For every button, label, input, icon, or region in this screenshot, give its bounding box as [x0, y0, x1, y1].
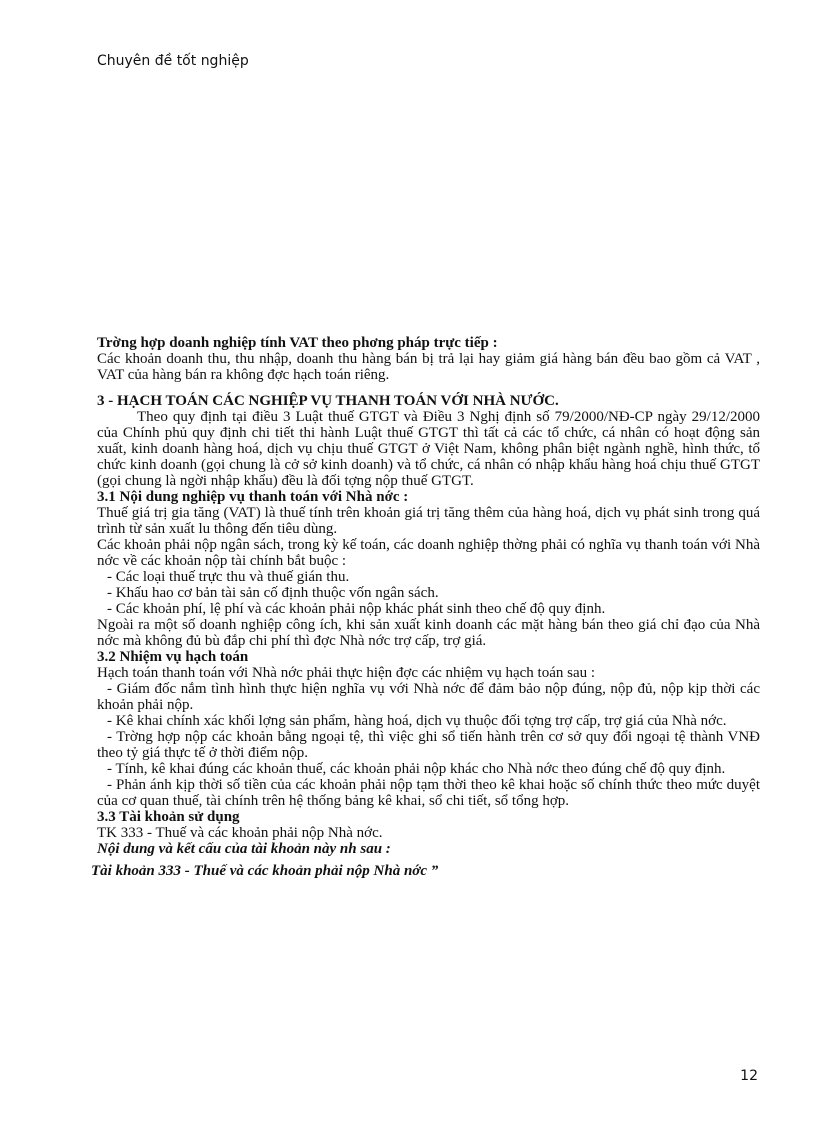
list-item: - Trờng hợp nộp các khoản bằng ngoại tệ, thì việc ghi sổ tiến hành trên cơ sở quy đổi ngoại tệ thành VNĐ theo tỷ giá thực tế ở thời điểm nộp. [97, 729, 760, 761]
list-item: - Khấu hao cơ bản tài sản cố định thuộc vốn ngân sách. [107, 585, 439, 601]
section-3-1-paragraph: Các khoản phải nộp ngân sách, trong kỳ kế toán, các doanh nghiệp thờng phải có nghĩa vụ thanh toán với Nhà nớc về các khoản nộp tài chính bắt buộc : [97, 537, 760, 569]
account-title: Tài khoản 333 - Thuế và các khoản phải nộp Nhà nớc ” [91, 863, 439, 879]
section-3-2-intro: Hạch toán thanh toán với Nhà nớc phải thực hiện đợc các nhiệm vụ hạch toán sau : [97, 665, 596, 681]
page-number: 12 [740, 1068, 758, 1084]
list-item: - Các khoản phí, lệ phí và các khoản phải nộp khác phát sinh theo chế độ quy định. [107, 601, 606, 617]
section-3-1-title: 3.1 Nội dung nghiệp vụ thanh toán với Nhà nớc : [97, 489, 409, 505]
structure-heading: Nội dung và kết cấu của tài khoản này nh sau : [97, 841, 391, 857]
direct-method-text: Các khoản doanh thu, thu nhập, doanh thu hàng bán bị trả lại hay giảm giá hàng bán đều bao gồm cả VAT , VAT của hàng bán ra không đợc hạch toán riêng. [97, 351, 760, 383]
list-item: - Tính, kê khai đúng các khoản thuế, các khoản phải nộp khác cho Nhà nớc theo đúng chế độ quy định. [107, 761, 726, 777]
direct-method-heading: Trờng hợp doanh nghiệp tính VAT theo phơng pháp trực tiếp : [97, 335, 498, 351]
section-3-1-paragraph: Thuế giá trị gia tăng (VAT) là thuế tính trên khoản giá trị tăng thêm của hàng hoá, dịch vụ phát sinh trong quá trình từ sản xuất lu thông đến tiêu dùng. [97, 505, 760, 537]
account-line: TK 333 - Thuế và các khoản phải nộp Nhà nớc. [97, 825, 383, 841]
section-3-intro: Theo quy định tại điều 3 Luật thuế GTGT và Điều 3 Nghị định số 79/2000/NĐ-CP ngày 29/12/2000 của Chính phủ quy định chi tiết thi hành Luật thuế GTGT thì tất cả các tổ chức, cá nhân có hoạt động sản xuất, kinh doanh hàng hoá, dịch vụ chịu thuế GTGT ở Việt Nam, không phân biệt ngành nghề, hình thức, tổ chức kinh doanh (gọi chung là cở sở kinh doanh) và tổ chức, cá nhân có nhập khẩu hàng hoá chịu thuế GTGT (gọi chung là ngời nhập khẩu) đều là đối tợng nộp thuế GTGT. [97, 409, 760, 489]
list-item: - Kê khai chính xác khối lợng sản phẩm, hàng hoá, dịch vụ thuộc đối tợng trợ cấp, trợ giá của Nhà nớc. [107, 713, 727, 729]
section-3-3-title: 3.3 Tài khoản sử dụng [97, 809, 240, 825]
list-item: - Các loại thuế trực thu và thuế gián thu. [107, 569, 350, 585]
list-item: - Giám đốc nắm tình hình thực hiện nghĩa vụ với Nhà nớc để đảm bảo nộp đúng, nộp đủ, nộp kịp thời các khoản phải nộp. [97, 681, 760, 713]
section-3-1-paragraph: Ngoài ra một số doanh nghiệp công ích, khi sản xuất kinh doanh các mặt hàng bán theo giá chỉ đạo của Nhà nớc mà không đủ bù đắp chi phí thì đợc Nhà nớc trợ cấp, trợ giá. [97, 617, 760, 649]
section-3-2-title: 3.2 Nhiệm vụ hạch toán [97, 649, 249, 665]
section-3-title: 3 - HẠCH TOÁN CÁC NGHIỆP VỤ THANH TOÁN VỚI NHÀ NƯỚC. [97, 393, 559, 409]
page-header: Chuyên đề tốt nghiệp [97, 53, 249, 69]
list-item: - Phản ánh kịp thời số tiền của các khoản phải nộp tạm thời theo kê khai hoặc số chính thức theo mức duyệt của cơ quan thuế, tài chính trên hệ thống bảng kê khai, sổ chi tiết, sổ tổng hợp. [97, 777, 760, 809]
document-body [91, 335, 760, 879]
